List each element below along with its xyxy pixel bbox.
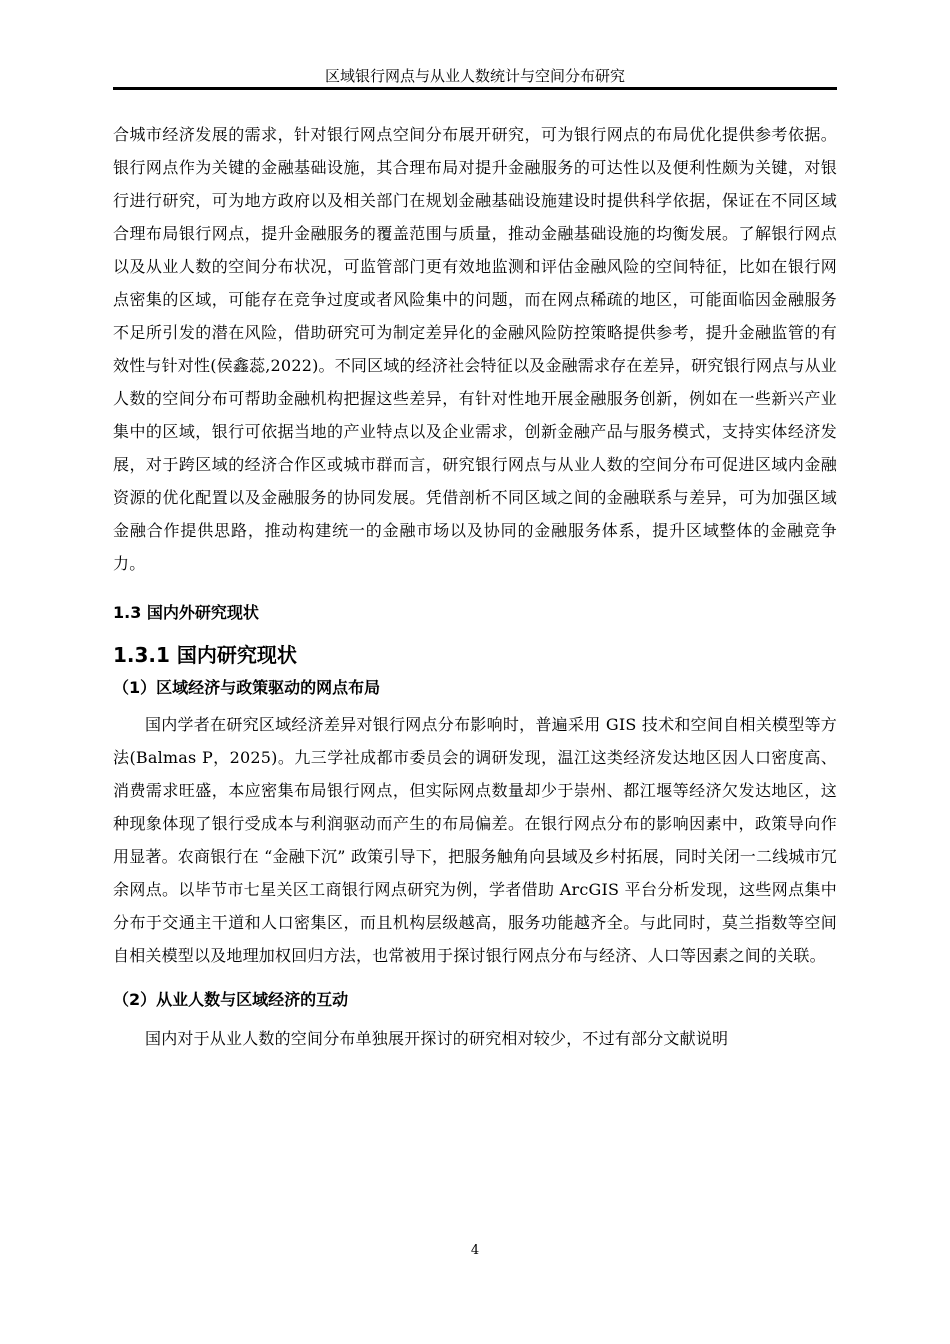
subsection-heading-1-3-1: 1.3.1 国内研究现状 bbox=[113, 643, 297, 667]
page-number: 4 bbox=[470, 1243, 480, 1258]
paragraph-employment: 国内对于从业人数的空间分布单独展开探讨的研究相对较少，不过有部分文献说明 bbox=[145, 1029, 729, 1048]
item-heading-1: （1）区域经济与政策驱动的网点布局 bbox=[113, 678, 381, 697]
running-header: 区域银行网点与从业人数统计与空间分布研究 bbox=[324, 67, 625, 85]
page-body bbox=[113, 118, 837, 1055]
paragraph-domestic-research: 国内学者在研究区域经济差异对银行网点分布影响时，普遍采用 GIS 技术和空间自相关模型等方法(Balmas P，2025)。九三学社成都市委员会的调研发现，温江这类经济发达地区因人口密度高、消费需求旺盛，本应密集布局银行网点，但实际网点数量却少于崇州、都江堰等经济欠发达地区，这种现象体现了银行受成本与利润驱动而产生的布局偏差。在银行网点分布的影响因素中，政策导向作用显著。农商银行在 “金融下沉” 政策引导下，把服务触角向县域及乡村拓展，同时关闭一二线城市冗余网点。以毕节市七星关区工商银行网点研究为例，学者借助 ArcGIS 平台分析发现，这些网点集中分布于交通主干道和人口密集区，而且机构层级越高，服务功能越齐全。与此同时，莫兰指数等空间自相关模型以及地理加权回归方法，也常被用于探讨银行网点分布与经济、人口等因素之间的关联。 bbox=[113, 715, 837, 965]
paragraph-intro-continued: 合城市经济发展的需求，针对银行网点空间分布展开研究，可为银行网点的布局优化提供参考依据。银行网点作为关键的金融基础设施，其合理布局对提升金融服务的可达性以及便利性颇为关键，对银行进行研究，可为地方政府以及相关部门在规划金融基础设施建设时提供科学依据，保证在不同区域合理布局银行网点，提升金融服务的覆盖范围与质量，推动金融基础设施的均衡发展。了解银行网点以及从业人数的空间分布状况，可监管部门更有效地监测和评估金融风险的空间特征，比如在银行网点密集的区域，可能存在竞争过度或者风险集中的问题，而在网点稀疏的地区，可能面临因金融服务不足所引发的潜在风险，借助研究可为制定差异化的金融风险防控策略提供参考，提升金融监管的有效性与针对性(侯鑫蕊,2022)。不同区域的经济社会特征以及金融需求存在差异，研究银行网点与从业人数的空间分布可帮助金融机构把握这些差异，有针对性地开展金融服务创新，例如在一些新兴产业集中的区域，银行可依据当地的产业特点以及企业需求，创新金融产品与服务模式，支持实体经济发展，对于跨区域的经济合作区或城市群而言，研究银行网点与从业人数的空间分布可促进区域内金融资源的优化配置以及金融服务的协同发展。凭借剖析不同区域之间的金融联系与差异，可为加强区域金融合作提供思路，推动构建统一的金融市场以及协同的金融服务体系，提升区域整体的金融竞争力。 bbox=[113, 125, 837, 573]
item-heading-2: （2）从业人数与区域经济的互动 bbox=[113, 990, 349, 1009]
section-heading-1-3: 1.3 国内外研究现状 bbox=[113, 603, 259, 622]
header-divider bbox=[113, 87, 837, 90]
